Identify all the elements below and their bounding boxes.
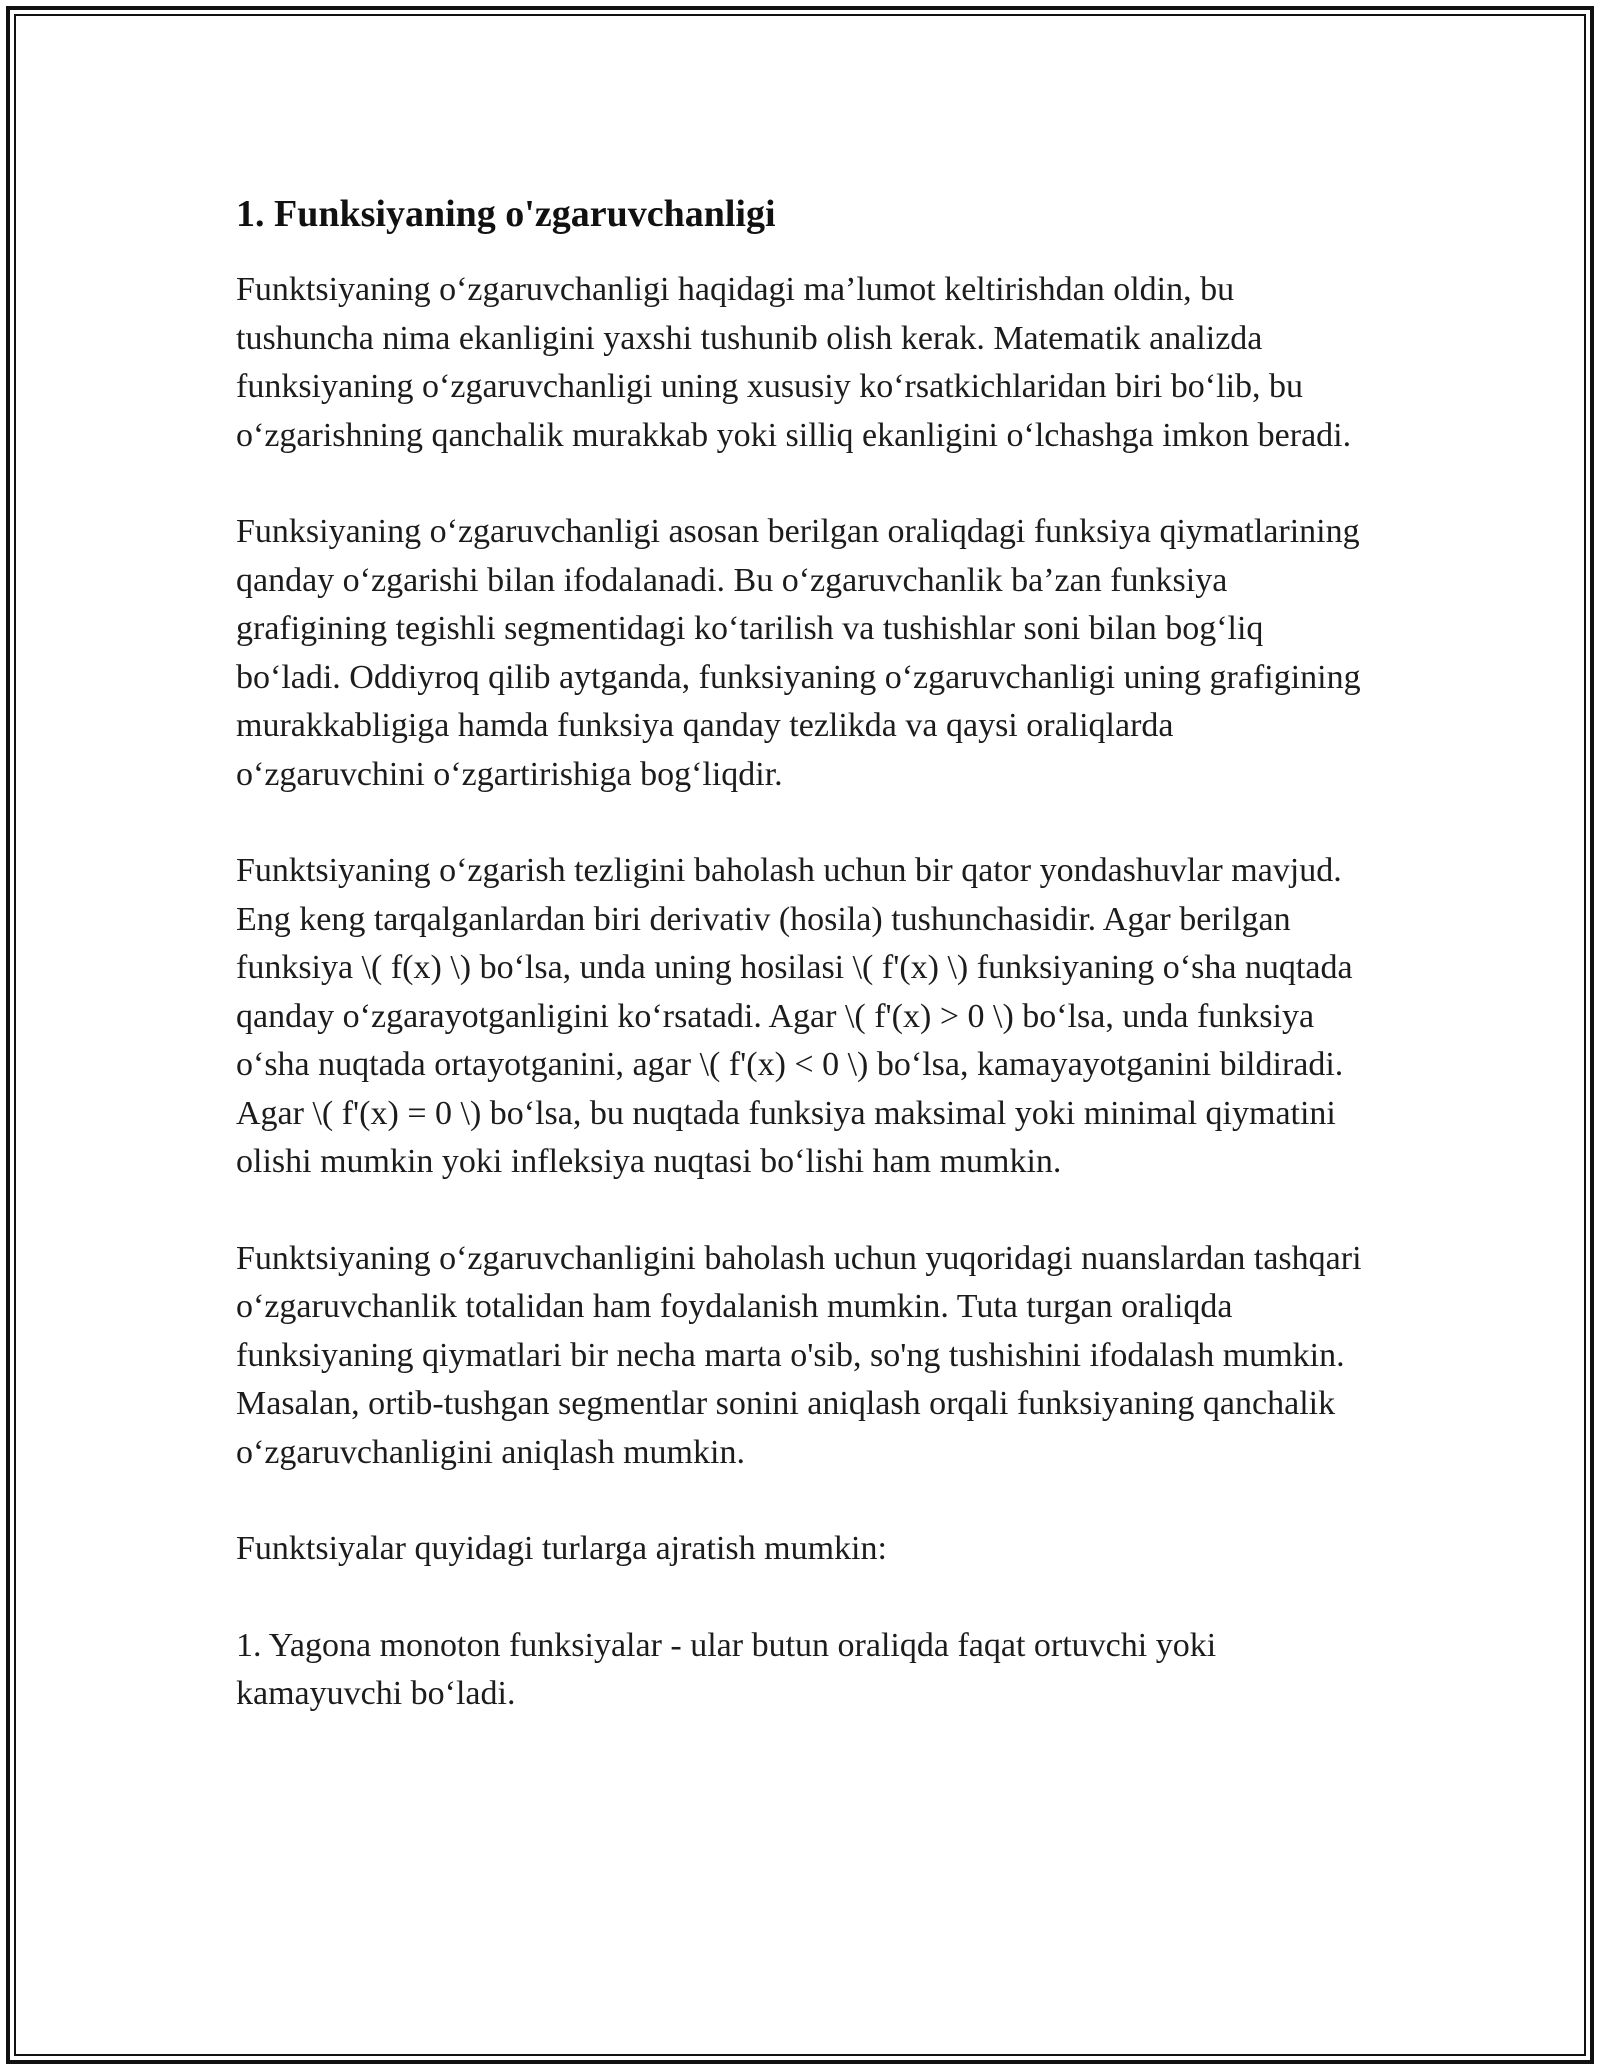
list-item-monotone: 1. Yagona monoton funksiyalar - ular butun oraliqda faqat ortuvchi yoki kamayuvchi bo‘ladi. [236, 1626, 1217, 1712]
paragraph-derivative: Funktsiyaning o‘zgarish tezligini baholash uchun bir qator yondashuvlar mavjud. Eng keng tarqalganlardan biri derivativ (hosila) tushunchasidir. Agar berilgan funksiya \( f(x) \) bo‘lsa, unda uning hosilasi \( f'(x) \) funksiyaning o‘sha nuqtada qanday o‘zgarayotganligini ko‘rsatadi. Agar \( f'(x) > 0 \) bo‘lsa, unda funksiya o‘sha nuqtada ortayotganini, agar \( f'(x) < 0 \) bo‘lsa, kamayayotganini bildiradi. Agar \( f'(x) = 0 \) bo‘lsa, bu nuqtada funksiya maksimal yoki minimal qiymatini olishi mumkin yoki infleksiya nuqtasi bo‘lishi ham mumkin. [236, 852, 1353, 1180]
document-body [236, 186, 1368, 1767]
section-heading: 1. Funksiyaning o'zgaruvchanligi [236, 193, 776, 235]
paragraph-types-intro: Funktsiyalar quyidagi turlarga ajratish mumkin: [236, 1530, 887, 1567]
paragraph-intro: Funktsiyaning o‘zgaruvchanligi haqidagi ma’lumot keltirishdan oldin, bu tushuncha nima ekanligini yaxshi tushunib olish kerak. Matematik analizda funksiyaning o‘zgaruvchanligi uning xususiy ko‘rsatkichlaridan biri bo‘lib, bu o‘zgarishning qanchalik murakkab yoki silliq ekanligini o‘lchashga imkon beradi. [236, 271, 1352, 454]
paragraph-variability: Funksiyaning o‘zgaruvchanligi asosan berilgan oraliqdagi funksiya qiymatlarining qanday o‘zgarishi bilan ifodalanadi. Bu o‘zgaruvchanlik ba’zan funksiya grafigining tegishli segmentidagi ko‘tarilish va tushishlar soni bilan bog‘liq bo‘ladi. Oddiyroq qilib aytganda, funksiyaning o‘zgaruvchanligi uning grafigining murakkabligiga hamda funksiya qanday tezlikda va qaysi oraliqlarda o‘zgaruvchini o‘zgartirishiga bog‘liqdir. [236, 513, 1361, 793]
paragraph-total-variation: Funktsiyaning o‘zgaruvchanligini baholash uchun yuqoridagi nuanslardan tashqari o‘zgaruvchanlik totalidan ham foydalanish mumkin. Tuta turgan oraliqda funksiyaning qiymatlari bir necha marta o'sib, so'ng tushishini ifodalash mumkin. Masalan, ortib-tushgan segmentlar sonini aniqlash orqali funksiyaning qanchalik o‘zgaruvchanligini aniqlash mumkin. [236, 1239, 1362, 1471]
